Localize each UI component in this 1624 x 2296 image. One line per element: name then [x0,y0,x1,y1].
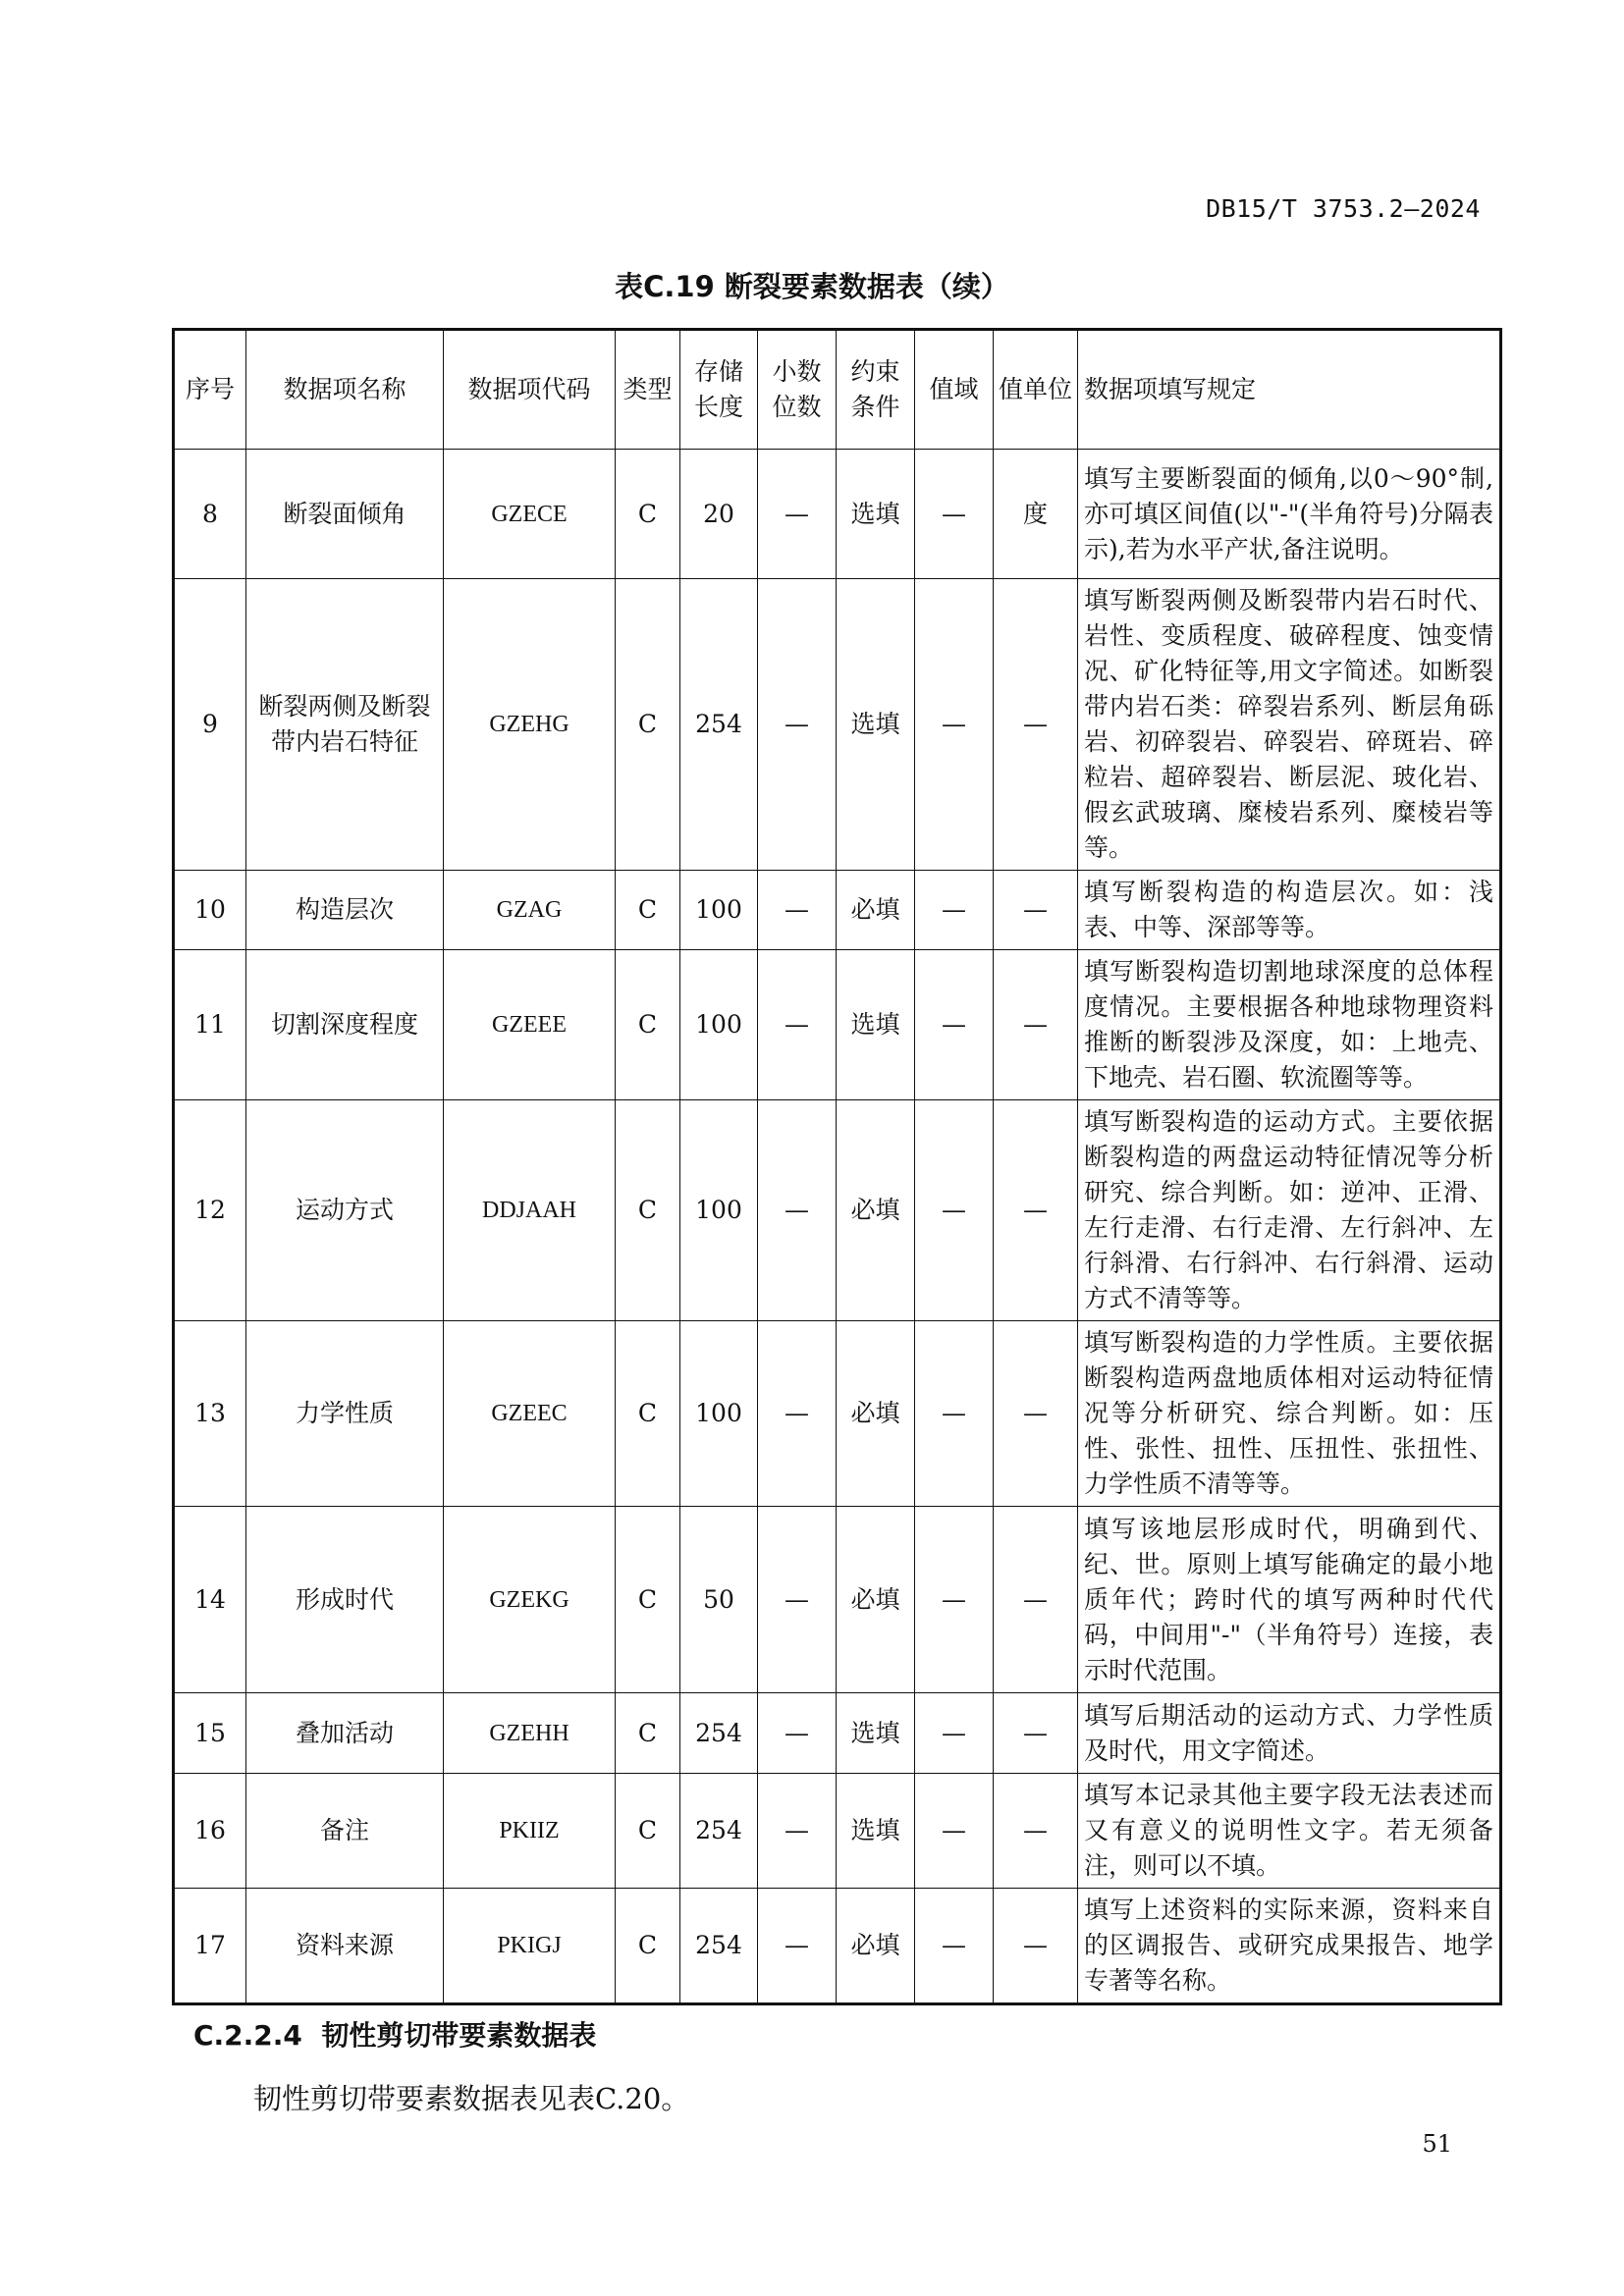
cell-constraint: 必填 [837,1321,915,1507]
cell-unit: — [994,1507,1078,1693]
cell-type: C [616,1774,680,1889]
cell-decimals: — [758,1321,837,1507]
cell-unit: 度 [994,450,1078,579]
header-constraint: 约束 条件 [837,330,915,450]
cell-code: GZECE [444,450,616,579]
cell-type: C [616,1693,680,1774]
cell-rule: 填写断裂构造的运动方式。主要依据断裂构造的两盘运动特征情况等分析研究、综合判断。如：逆冲、正滑、左行走滑、右行走滑、左行斜冲、左行斜滑、右行斜冲、右行斜滑、运动方式不清等等。 [1078,1100,1501,1321]
table-header-row [174,330,1501,450]
cell-domain: — [915,950,994,1100]
cell-length: 20 [680,450,758,579]
document-code: DB15/T 3753.2—2024 [1206,194,1481,223]
cell-code: GZEHG [444,579,616,871]
cell-domain: — [915,1693,994,1774]
cell-decimals: — [758,1889,837,2004]
cell-code: GZEKG [444,1507,616,1693]
cell-name: 构造层次 [246,871,444,950]
table-caption: 表C.19 断裂要素数据表（续） [615,270,1009,303]
cell-unit: — [994,1889,1078,2004]
header-name: 数据项名称 [246,330,444,450]
cell-length: 100 [680,950,758,1100]
cell-code: GZEHH [444,1693,616,1774]
cell-domain: — [915,579,994,871]
table-row [174,1889,1501,2004]
cell-decimals: — [758,579,837,871]
cell-type: C [616,950,680,1100]
cell-decimals: — [758,1774,837,1889]
cell-unit: — [994,1693,1078,1774]
cell-seq: 14 [174,1507,246,1693]
cell-domain: — [915,871,994,950]
section-heading: C.2.2.4 韧性剪切带要素数据表 [193,2019,597,2052]
cell-constraint: 必填 [837,1507,915,1693]
table-row [174,450,1501,579]
cell-seq: 17 [174,1889,246,2004]
cell-seq: 16 [174,1774,246,1889]
cell-name: 叠加活动 [246,1693,444,1774]
table-row [174,1693,1501,1774]
cell-rule: 填写后期活动的运动方式、力学性质及时代，用文字简述。 [1078,1693,1501,1774]
cell-decimals: — [758,950,837,1100]
cell-rule: 填写断裂构造切割地球深度的总体程度情况。主要根据各种地球物理资料推断的断裂涉及深度，如：上地壳、下地壳、岩石圈、软流圈等等。 [1078,950,1501,1100]
cell-decimals: — [758,1507,837,1693]
cell-domain: — [915,1889,994,2004]
cell-seq: 8 [174,450,246,579]
cell-code: PKIGJ [444,1889,616,2004]
cell-domain: — [915,1774,994,1889]
header-unit: 值单位 [994,330,1078,450]
cell-rule: 填写上述资料的实际来源，资料来自的区调报告、或研究成果报告、地学专著等名称。 [1078,1889,1501,2004]
cell-length: 254 [680,1889,758,2004]
cell-type: C [616,1100,680,1321]
cell-length: 100 [680,871,758,950]
cell-name: 断裂面倾角 [246,450,444,579]
cell-code: GZEEC [444,1321,616,1507]
cell-length: 254 [680,579,758,871]
cell-name: 力学性质 [246,1321,444,1507]
cell-type: C [616,871,680,950]
cell-unit: — [994,950,1078,1100]
header-code: 数据项代码 [444,330,616,450]
cell-length: 50 [680,1507,758,1693]
cell-decimals: — [758,1100,837,1321]
cell-rule: 填写本记录其他主要字段无法表述而又有意义的说明性文字。若无须备注，则可以不填。 [1078,1774,1501,1889]
cell-domain: — [915,1100,994,1321]
cell-unit: — [994,579,1078,871]
cell-unit: — [994,1321,1078,1507]
cell-decimals: — [758,450,837,579]
cell-seq: 13 [174,1321,246,1507]
cell-type: C [616,450,680,579]
header-length: 存储 长度 [680,330,758,450]
cell-constraint: 选填 [837,1693,915,1774]
table-row [174,1507,1501,1693]
cell-domain: — [915,450,994,579]
table-row [174,579,1501,871]
cell-constraint: 必填 [837,1100,915,1321]
cell-name: 运动方式 [246,1100,444,1321]
cell-seq: 11 [174,950,246,1100]
cell-name: 资料来源 [246,1889,444,2004]
cell-constraint: 选填 [837,450,915,579]
cell-constraint: 必填 [837,1889,915,2004]
cell-rule: 填写断裂构造的构造层次。如：浅表、中等、深部等等。 [1078,871,1501,950]
cell-name: 备注 [246,1774,444,1889]
cell-constraint: 选填 [837,950,915,1100]
cell-domain: — [915,1321,994,1507]
cell-decimals: — [758,1693,837,1774]
cell-unit: — [994,1100,1078,1321]
cell-rule: 填写该地层形成时代，明确到代、纪、世。原则上填写能确定的最小地质年代；跨时代的填写两种时代代码，中间用"-"（半角符号）连接，表示时代范围。 [1078,1507,1501,1693]
table-row [174,1774,1501,1889]
section-paragraph: 韧性剪切带要素数据表见表C.20。 [253,2082,690,2115]
cell-length: 100 [680,1100,758,1321]
cell-rule: 填写断裂构造的力学性质。主要依据断裂构造两盘地质体相对运动特征情况等分析研究、综合判断。如：压性、张性、扭性、压扭性、张扭性、力学性质不清等等。 [1078,1321,1501,1507]
cell-unit: — [994,1774,1078,1889]
table-row [174,1321,1501,1507]
fault-elements-table [172,328,1502,2005]
cell-code: DDJAAH [444,1100,616,1321]
header-decimals: 小数 位数 [758,330,837,450]
cell-length: 100 [680,1321,758,1507]
cell-seq: 10 [174,871,246,950]
cell-constraint: 必填 [837,871,915,950]
cell-code: GZEEE [444,950,616,1100]
cell-domain: — [915,1507,994,1693]
cell-type: C [616,1889,680,2004]
header-rule: 数据项填写规定 [1078,330,1501,450]
cell-type: C [616,1507,680,1693]
cell-type: C [616,579,680,871]
cell-name: 断裂两侧及断裂带内岩石特征 [246,579,444,871]
page-number: 51 [1422,2130,1452,2158]
cell-rule: 填写断裂两侧及断裂带内岩石时代、岩性、变质程度、破碎程度、蚀变情况、矿化特征等,用文字简述。如断裂带内岩石类：碎裂岩系列、断层角砾岩、初碎裂岩、碎裂岩、碎斑岩、碎粒岩、超碎裂岩、断层泥、玻化岩、假玄武玻璃、糜棱岩系列、糜棱岩等等。 [1078,579,1501,871]
cell-seq: 15 [174,1693,246,1774]
cell-seq: 9 [174,579,246,871]
cell-rule: 填写主要断裂面的倾角,以0～90°制,亦可填区间值(以"-"(半角符号)分隔表示),若为水平产状,备注说明。 [1078,450,1501,579]
cell-code: PKIIZ [444,1774,616,1889]
cell-constraint: 选填 [837,579,915,871]
cell-unit: — [994,871,1078,950]
table-row [174,1100,1501,1321]
cell-constraint: 选填 [837,1774,915,1889]
cell-code: GZAG [444,871,616,950]
table-row [174,871,1501,950]
cell-seq: 12 [174,1100,246,1321]
cell-decimals: — [758,871,837,950]
header-seq: 序号 [174,330,246,450]
header-type: 类型 [616,330,680,450]
table-row [174,950,1501,1100]
cell-type: C [616,1321,680,1507]
cell-length: 254 [680,1774,758,1889]
header-domain: 值域 [915,330,994,450]
cell-length: 254 [680,1693,758,1774]
cell-name: 切割深度程度 [246,950,444,1100]
cell-name: 形成时代 [246,1507,444,1693]
